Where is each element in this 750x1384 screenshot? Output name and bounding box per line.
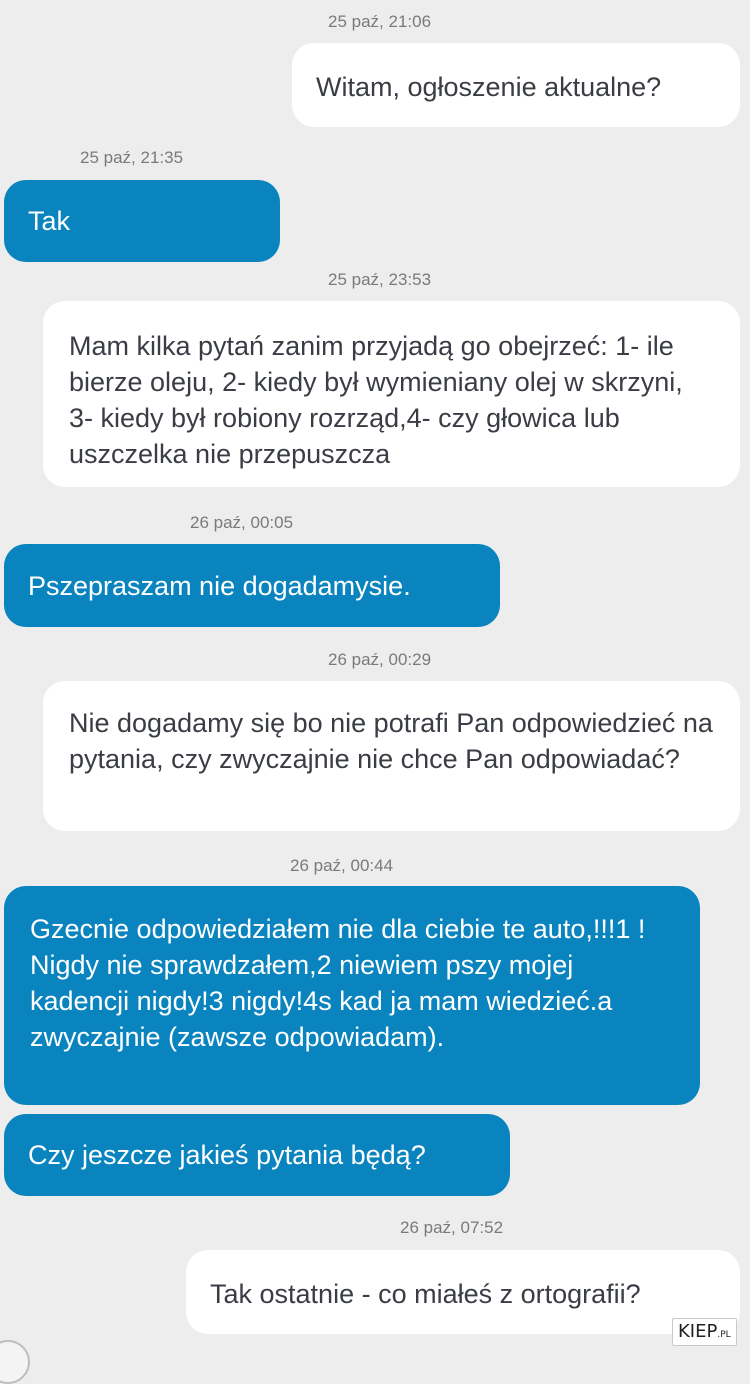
message-timestamp: 26 paź, 00:44 [290, 856, 394, 875]
message-text: Gzecnie odpowiedziałem nie dla ciebie te auto,!!!1 ! Nigdy nie sprawdzałem,2 niewiem pszy mojej kadencji nigdy!3 nigdy!4s kad ja mam wiedzieć.a zwyczajnie (zawsze odpowiadam). [30, 914, 646, 1052]
outgoing-message-bubble[interactable] [43, 681, 740, 831]
message-text: Tak [28, 206, 71, 236]
watermark-text: KIEP [678, 1321, 718, 1342]
message-timestamp: 26 paź, 00:29 [328, 650, 432, 669]
scroll-down-button[interactable] [0, 1340, 30, 1384]
message-timestamp: 26 paź, 07:52 [400, 1218, 504, 1237]
outgoing-message-bubble[interactable] [186, 1250, 740, 1334]
incoming-message-bubble[interactable] [4, 180, 280, 262]
kiep-watermark-logo [672, 1318, 737, 1346]
message-text: Czy jeszcze jakieś pytania będą? [28, 1140, 426, 1170]
incoming-message-bubble[interactable] [4, 1114, 510, 1196]
incoming-message-bubble[interactable] [4, 886, 700, 1105]
message-timestamp: 25 paź, 21:06 [328, 12, 432, 31]
message-text: Tak ostatnie - co miałeś z ortografii? [210, 1279, 641, 1309]
incoming-message-bubble[interactable] [4, 544, 500, 627]
message-text: Mam kilka pytań zanim przyjadą go obejrzeć: 1- ile bierze oleju, 2- kiedy był wymieniany olej w skrzyni, 3- kiedy był robiony rozrząd,4- czy głowica lub uszczelka nie przepuszcza [69, 331, 683, 469]
message-text: Pszepraszam nie dogadamysie. [28, 571, 411, 601]
message-timestamp: 26 paź, 00:05 [190, 513, 294, 532]
message-text: Witam, ogłoszenie aktualne? [316, 72, 662, 102]
watermark-suffix: .PL [717, 1330, 731, 1340]
message-timestamp: 25 paź, 21:35 [80, 148, 184, 167]
message-text: Nie dogadamy się bo nie potrafi Pan odpowiedzieć na pytania, czy zwyczajnie nie chce Pan odpowiadać? [69, 708, 713, 774]
message-timestamp: 25 paź, 23:53 [328, 270, 432, 289]
outgoing-message-bubble[interactable] [292, 43, 740, 127]
outgoing-message-bubble[interactable] [43, 301, 740, 487]
